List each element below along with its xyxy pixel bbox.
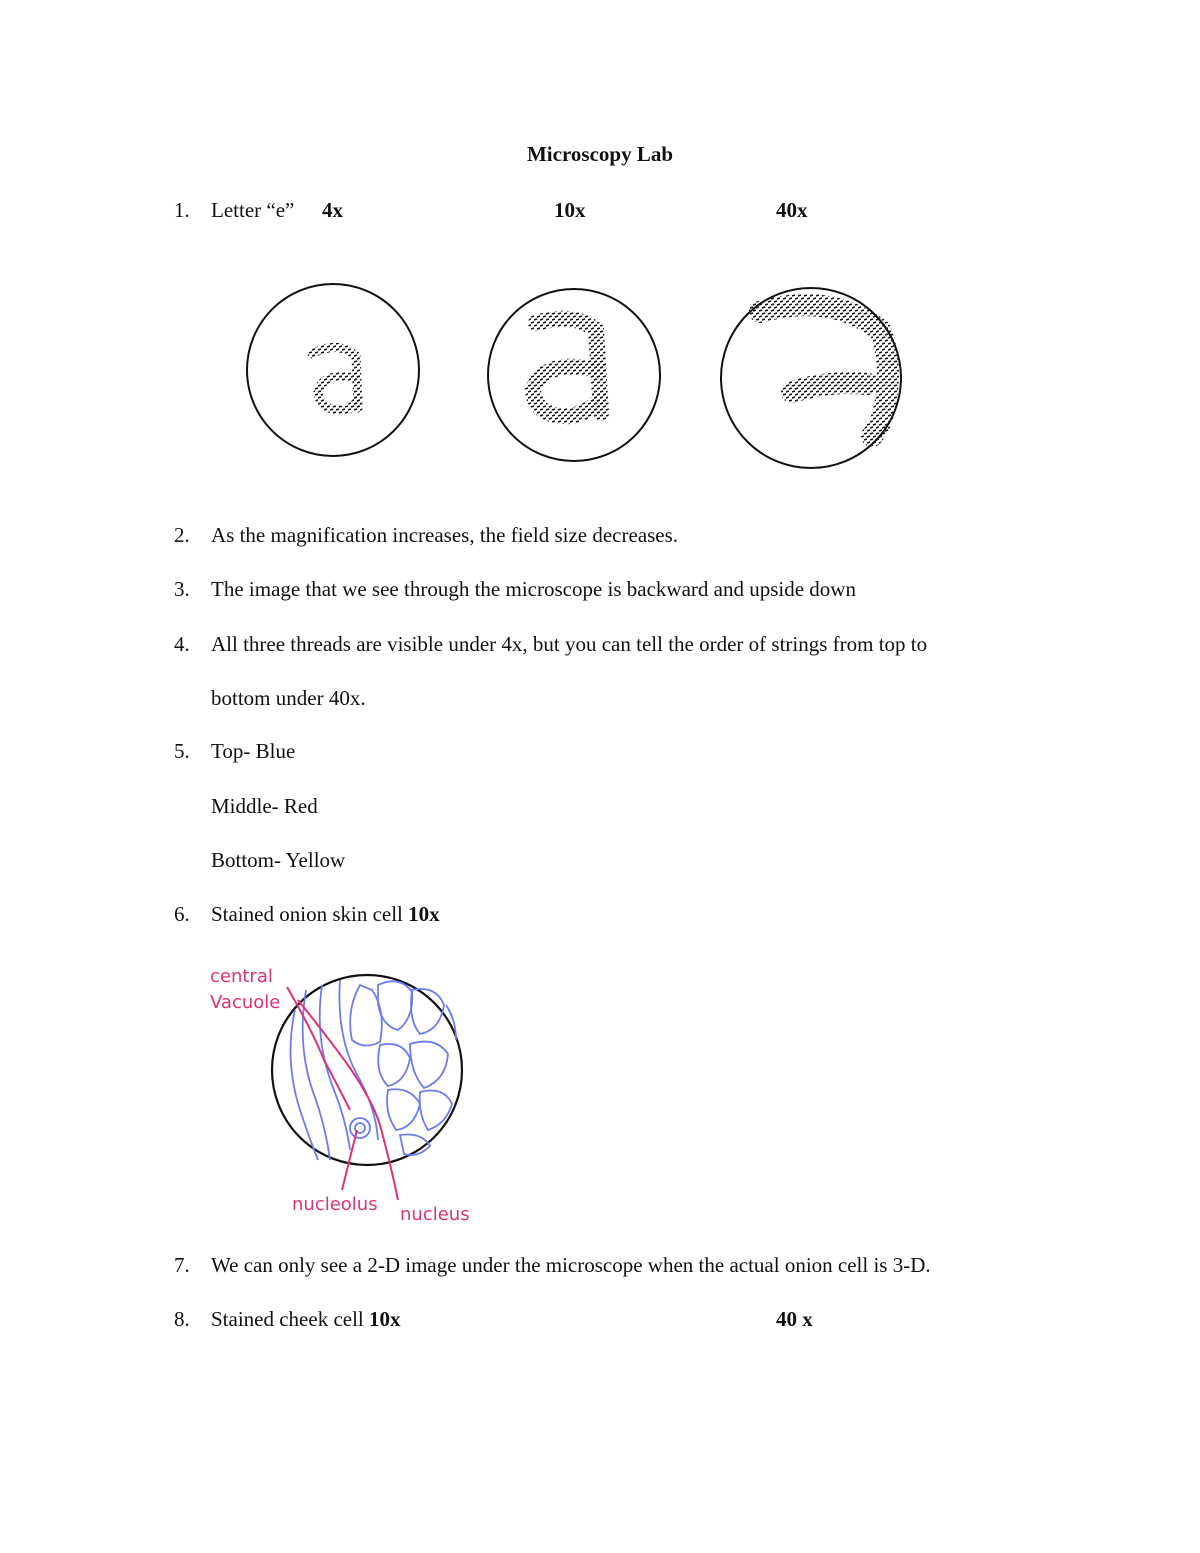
item-5-top-thread: Top- Blue	[211, 739, 296, 763]
item-7-number: 7.	[174, 1253, 190, 1277]
item-1-mag-10x: 10x	[554, 198, 586, 222]
item-8-number: 8.	[174, 1307, 190, 1331]
item-4-number: 4.	[174, 632, 190, 656]
item-1-number: 1.	[174, 198, 190, 222]
item-8-mag-40x: 40 x	[776, 1307, 813, 1331]
item-2-number: 2.	[174, 523, 190, 547]
item-1-mag-4x: 4x	[322, 198, 343, 222]
item-3-text: The image that we see through the microscope is backward and upside down	[211, 577, 856, 601]
item-1-text: Letter “e”	[211, 198, 295, 222]
item-6-number: 6.	[174, 902, 190, 926]
item-5-middle-thread: Middle- Red	[211, 794, 318, 818]
label-vacuole: Vacuole	[210, 992, 281, 1013]
item-2-text: As the magnification increases, the field size decreases.	[211, 523, 679, 547]
item-8-text	[211, 1307, 401, 1332]
item-4-text: All three threads are visible under 4x, but you can tell the order of strings from top to	[211, 632, 928, 656]
label-central: central	[210, 966, 273, 987]
item-6-label: Stained onion skin cell	[211, 902, 403, 926]
item-6-mag: 10x	[408, 902, 440, 926]
item-1-mag-40x: 40x	[776, 198, 808, 222]
label-nucleolus: nucleolus	[292, 1194, 378, 1215]
item-7-text: We can only see a 2-D image under the microscope when the actual onion cell is 3-D.	[211, 1253, 931, 1277]
item-8-label: Stained cheek cell	[211, 1307, 364, 1331]
item-5-bottom-thread: Bottom- Yellow	[211, 848, 346, 872]
onion-cell-walls	[291, 980, 456, 1160]
item-4-text-continued: bottom under 40x.	[211, 686, 366, 710]
item-8-mag-10x: 10x	[369, 1307, 401, 1331]
label-nucleus: nucleus	[400, 1204, 470, 1225]
page-title: Microscopy Lab	[526, 142, 674, 166]
item-3-number: 3.	[174, 577, 190, 601]
item-5-number: 5.	[174, 739, 190, 763]
